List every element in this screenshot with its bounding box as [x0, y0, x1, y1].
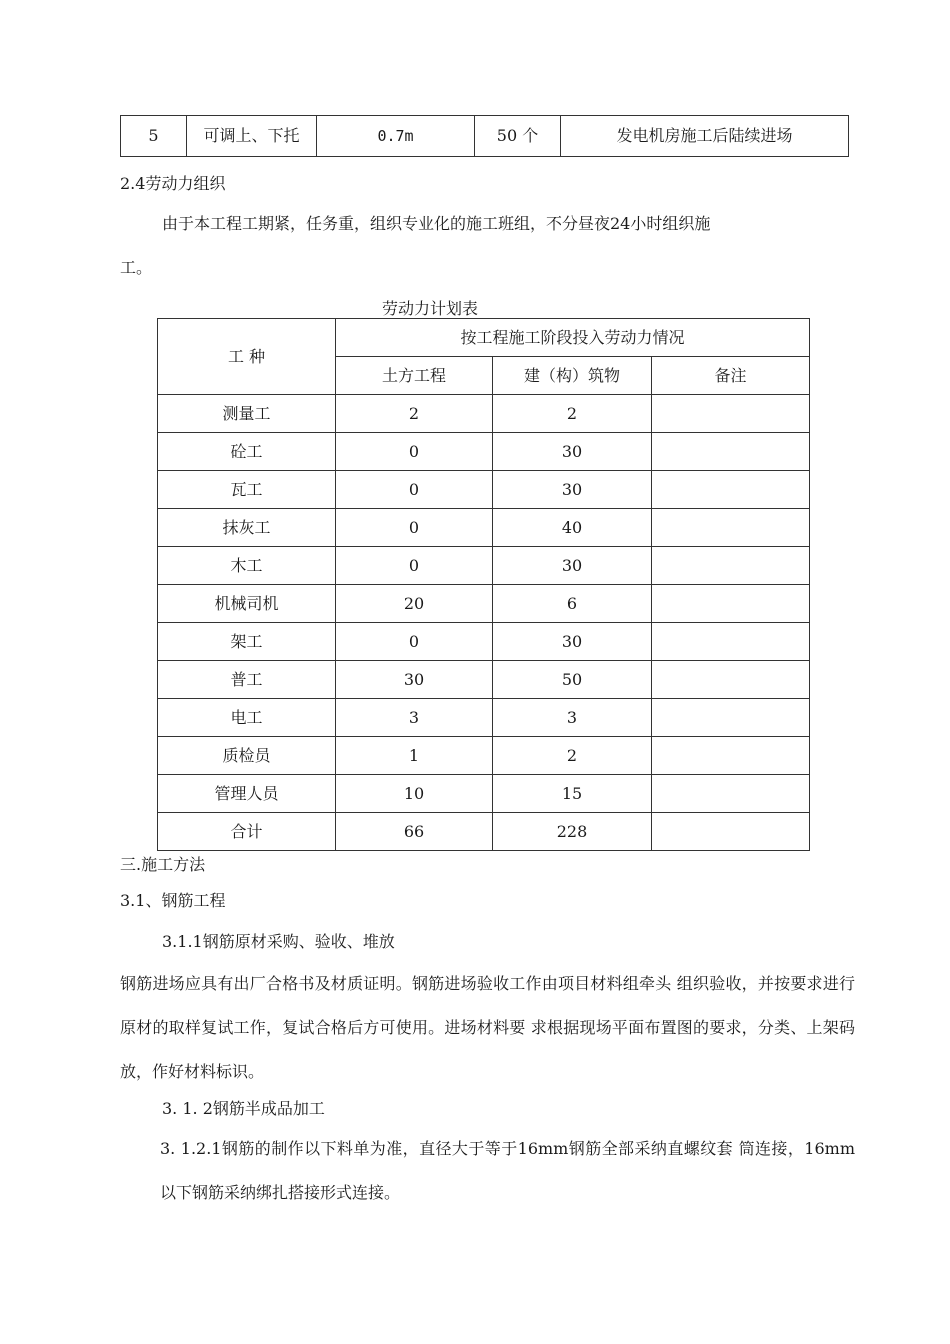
labor-plan-table: [157, 318, 810, 851]
table-row: [158, 623, 810, 661]
table-row: [158, 699, 810, 737]
cell-building: 15: [493, 775, 652, 813]
cell-worktype: 合计: [158, 813, 336, 851]
cell-worktype: 普工: [158, 661, 336, 699]
cell-note: [652, 813, 810, 851]
cell-name: 可调上、下托: [187, 116, 317, 157]
cell-worktype: 木工: [158, 547, 336, 585]
section-heading-3: 三.施工方法: [120, 855, 206, 874]
cell-note: [652, 433, 810, 471]
cell-note: [652, 585, 810, 623]
table-row: [158, 395, 810, 433]
cell-earth: 0: [336, 623, 493, 661]
cell-worktype: 架工: [158, 623, 336, 661]
cell-qty: 50 个: [475, 116, 561, 157]
cell-note: [652, 661, 810, 699]
cell-note: 发电机房施工后陆续进场: [561, 116, 849, 157]
table-title: 劳动力计划表: [382, 299, 479, 318]
cell-note: [652, 699, 810, 737]
table-row: [158, 585, 810, 623]
table-row: [158, 813, 810, 851]
cell-building: 2: [493, 737, 652, 775]
cell-worktype: 质检员: [158, 737, 336, 775]
cell-worktype: 瓦工: [158, 471, 336, 509]
cell-building: 40: [493, 509, 652, 547]
materials-table-fragment: [120, 115, 849, 157]
cell-building: 2: [493, 395, 652, 433]
cell-note: [652, 471, 810, 509]
cell-earth: 20: [336, 585, 493, 623]
subsection-heading-3-1: 3.1、钢筋工程: [120, 891, 226, 910]
cell-earth: 3: [336, 699, 493, 737]
cell-note: [652, 623, 810, 661]
cell-building: 30: [493, 623, 652, 661]
cell-earth: 0: [336, 509, 493, 547]
cell-spec: 0.7m: [317, 116, 475, 157]
table-row: [121, 116, 849, 157]
cell-earth: 0: [336, 433, 493, 471]
cell-note: [652, 395, 810, 433]
cell-building: 30: [493, 547, 652, 585]
cell-worktype: 测量工: [158, 395, 336, 433]
subsection-heading-3-1-1: 3.1.1钢筋原材采购、验收、堆放: [162, 932, 395, 951]
cell-building: 30: [493, 433, 652, 471]
cell-worktype: 砼工: [158, 433, 336, 471]
cell-note: [652, 737, 810, 775]
cell-earth: 0: [336, 471, 493, 509]
cell-worktype: 机械司机: [158, 585, 336, 623]
table-row: [158, 547, 810, 585]
header-building: 建（构）筑物: [493, 357, 652, 395]
table-row: [158, 737, 810, 775]
header-note: 备注: [652, 357, 810, 395]
cell-note: [652, 775, 810, 813]
subsection-heading-3-1-2: 3. 1. 2钢筋半成品加工: [162, 1099, 325, 1118]
table-row: [158, 509, 810, 547]
cell-worktype: 抹灰工: [158, 509, 336, 547]
table-row: [158, 775, 810, 813]
cell-worktype: 电工: [158, 699, 336, 737]
table-header-row: [158, 319, 810, 357]
cell-note: [652, 547, 810, 585]
cell-note: [652, 509, 810, 547]
cell-building: 3: [493, 699, 652, 737]
cell-building: 6: [493, 585, 652, 623]
table-row: [158, 661, 810, 699]
cell-building: 50: [493, 661, 652, 699]
paragraph-3-1-1: 钢筋进场应具有出厂合格书及材质证明。钢筋进场验收工作由项目材料组牵头 组织验收，并按要求进行原材的取样复试工作，复试合格后方可使用。进场材料要 求根据现场平面布置图的要求，分类、上架码放，作好材料标识。: [120, 974, 855, 1081]
cell-earth: 10: [336, 775, 493, 813]
header-group: 按工程施工阶段投入劳动力情况: [336, 319, 810, 357]
cell-earth: 2: [336, 395, 493, 433]
cell-earth: 0: [336, 547, 493, 585]
header-worktype: 工 种: [158, 319, 336, 395]
paragraph-3-1-2-1: 3. 1.2.1钢筋的制作以下料单为准，直径大于等于16mm钢筋全部采纳直螺纹套 筒连接，16mm以下钢筋采纳绑扎搭接形式连接。: [160, 1139, 855, 1202]
section-heading-2-4: 2.4劳动力组织: [120, 174, 226, 193]
table-row: [158, 433, 810, 471]
cell-earth: 30: [336, 661, 493, 699]
cell-building: 30: [493, 471, 652, 509]
paragraph-line: 由于本工程工期紧，任务重，组织专业化的施工班组，不分昼夜24小时组织施: [162, 214, 711, 233]
header-earth: 土方工程: [336, 357, 493, 395]
paragraph-line: 工。: [120, 258, 153, 277]
cell-worktype: 管理人员: [158, 775, 336, 813]
cell-earth: 1: [336, 737, 493, 775]
cell-building: 228: [493, 813, 652, 851]
cell-earth: 66: [336, 813, 493, 851]
table-row: [158, 471, 810, 509]
cell-no: 5: [121, 116, 187, 157]
